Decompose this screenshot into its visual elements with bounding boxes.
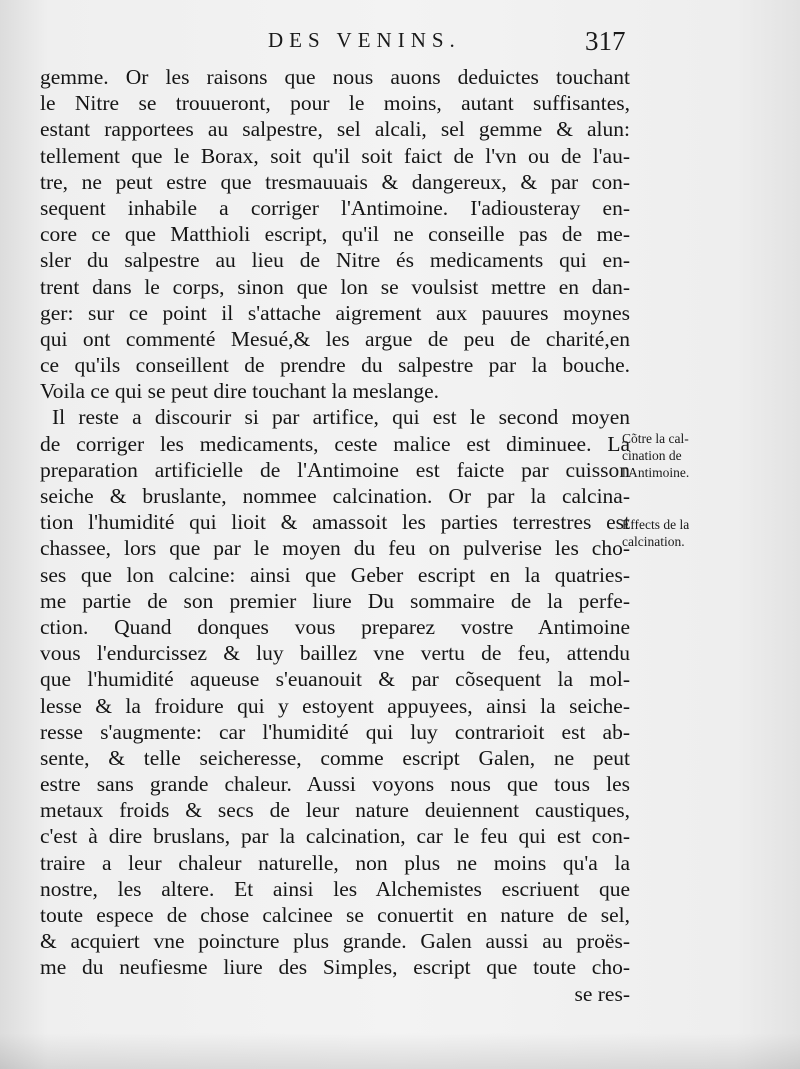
text-line: c'est à dire bruslans, par la calcination, car le feu qui est con- bbox=[40, 824, 630, 849]
text-line: sler du salpestre au lieu de Nitre és medicaments qui en- bbox=[40, 248, 630, 273]
text-line: seiche & bruslante, nommee calcination. Or par la calcina- bbox=[40, 484, 630, 508]
page-number: 317 bbox=[585, 26, 626, 56]
margin-note-line: l'Antimoine. bbox=[622, 465, 690, 480]
margin-note-calcination bbox=[622, 516, 797, 550]
text-line: toute espece de chose calcinee se conuertit en nature de sel, bbox=[40, 903, 630, 927]
margin-note-line: Effects de la bbox=[622, 517, 690, 532]
text-line: gemme. Or les raisons que nous auons deduictes touchant bbox=[40, 65, 630, 89]
text-line: ce qu'ils conseillent de prendre du salpestre par la bouche. bbox=[40, 353, 630, 378]
running-head-title: DES VENINS. bbox=[268, 28, 461, 52]
text-line: resse s'augmente: car l'humidité qui luy contrarioit est ab- bbox=[40, 719, 630, 744]
running-head bbox=[0, 22, 800, 62]
text-line: estant rapportees au salpestre, sel alcali, sel gemme & alun: bbox=[40, 117, 630, 142]
text-line: tellement que le Borax, soit qu'il soit faict de l'vn ou de l'au- bbox=[40, 143, 630, 168]
text-line: chassee, lors que par le moyen du feu on pulverise les cho- bbox=[40, 536, 630, 561]
text-line: me partie de son premier liure Du sommaire de la perfe- bbox=[40, 588, 630, 613]
margin-note-antimoine bbox=[622, 430, 797, 481]
text-line: core ce que Matthioli escript, qu'il ne conseille pas de me- bbox=[40, 222, 630, 247]
text-line: ger: sur ce point il s'attache aigrement aux pauures moynes bbox=[40, 300, 630, 325]
text-line: metaux froids & secs de leur nature deuiennent caustiques, bbox=[40, 798, 630, 823]
margin-note-line: calcination. bbox=[622, 534, 685, 549]
text-line: ses que lon calcine: ainsi que Geber escript en la quatries- bbox=[40, 562, 630, 587]
text-line: & acquiert vne poincture plus grande. Galen aussi au proës- bbox=[40, 929, 630, 954]
text-line: me du neufiesme liure des Simples, escript que toute cho- bbox=[40, 955, 630, 980]
text-line: trent dans le corps, sinon que lon se voulsist mettre en dan- bbox=[40, 274, 630, 299]
body-text bbox=[40, 64, 630, 1007]
text-line: tre, ne peut estre que tresmauuais & dangereux, & par con- bbox=[40, 169, 630, 194]
text-line: tion l'humidité qui lioit & amassoit les parties terrestres est bbox=[40, 510, 630, 535]
catchword: se res- bbox=[574, 981, 630, 1006]
page-shadow bbox=[0, 1033, 800, 1069]
text-line: nostre, les altere. Et ainsi les Alchemistes escriuent que bbox=[40, 876, 630, 901]
text-line: sequent inhabile a corriger l'Antimoine. I'adiousteray en- bbox=[40, 195, 630, 220]
text-line: estre sans grande chaleur. Aussi voyons nous que tous les bbox=[40, 772, 630, 797]
text-line: lesse & la froidure qui y estoyent appuyees, ainsi la seiche- bbox=[40, 693, 630, 718]
text-line: de corriger les medicaments, ceste malice est diminuee. La bbox=[40, 431, 630, 456]
text-line: le Nitre se trouueront, pour le moins, autant suffisantes, bbox=[40, 91, 630, 116]
text-line: qui ont commenté Mesué,& les argue de peu de charité,en bbox=[40, 326, 630, 351]
paragraph-start-line: Il reste a discourir si par artifice, qui est le second moyen bbox=[52, 405, 630, 430]
text-line: que l'humidité aqueuse s'euanouit & par cõsequent la mol- bbox=[40, 667, 630, 692]
text-line: traire a leur chaleur naturelle, non plus ne moins qu'a la bbox=[40, 850, 630, 875]
text-line: sente, & telle seicheresse, comme escript Galen, ne peut bbox=[40, 745, 630, 770]
margin-note-line: cination de bbox=[622, 448, 682, 463]
paragraph-end-line: Voila ce qui se peut dire touchant la meslange. bbox=[40, 379, 440, 404]
text-line: preparation artificielle de l'Antimoine est faicte par cuisson bbox=[40, 457, 630, 482]
margin-note-line: Cõtre la cal- bbox=[622, 431, 689, 446]
text-line: ction. Quand donques vous preparez vostre Antimoine bbox=[40, 614, 630, 639]
text-line: vous l'endurcissez & luy baillez vne vertu de feu, attendu bbox=[40, 641, 630, 666]
